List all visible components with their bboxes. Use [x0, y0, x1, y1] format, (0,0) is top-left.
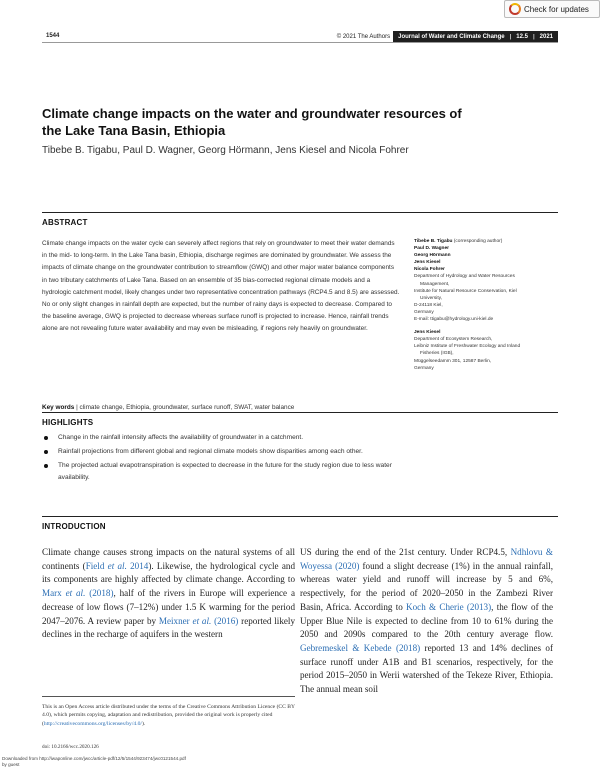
affiliation-line [414, 316, 564, 323]
affiliation-line [414, 358, 564, 365]
affiliation-text: Leibniz Institute of Freshwater Ecology and Inland [414, 344, 521, 350]
body-text: reported likely declines in the recharge of aquifers in the western [42, 615, 295, 640]
license-text: This is an Open Access article distributed under the terms of the Creative Commons Attribution Licence (CC BY 4.0), which permits copying, adaptation and redistribution, provided the original work is properly cited ( [42, 704, 295, 727]
affiliation-line [414, 281, 564, 288]
check-for-updates-label: Check for updates [524, 4, 589, 14]
affiliation-text: Müggelseedamm 301, 12587 Berlin, [414, 358, 492, 364]
affiliation-text: Tibebe B. Tigabu [414, 239, 453, 244]
article-title: Climate change impacts on the water and groundwater resources of the Lake Tana Basin, Ethiopia [42, 106, 462, 138]
abstract-heading: ABSTRACT [42, 212, 558, 227]
download-guest: by guest [2, 762, 20, 767]
keywords-list: climate change, Ethiopia, groundwater, surface runoff, SWAT, water balance [79, 404, 295, 411]
body-text: reported 13 and 14% declines of surface runoff under A1B and B1 scenarios, respectively, for the period 2015–2050 in Werii watershed of the Tekeze River, Ethiopia. The annual mean soil [300, 642, 553, 695]
affiliation-author [414, 252, 564, 259]
affiliation-text: Nicola Fohrer [414, 267, 445, 273]
affiliation-line [414, 350, 564, 357]
affiliation-note: (corresponding author) [452, 239, 503, 244]
affiliation-text: E-mail: ttigabu@hydrology.uni-kiel.de [414, 317, 494, 323]
affiliation-text: Germany [414, 365, 434, 371]
download-url: Downloaded from http://iwaponline.com/jwcc/article-pdf/12/5/1544/923474/jwc0121544.pdf [2, 756, 186, 761]
citation-link[interactable]: Gebremeskel & Kebede (2018) [300, 642, 421, 653]
affiliation-text: D-24118 Kiel, [414, 302, 443, 308]
introduction-column-right [300, 546, 553, 697]
affiliation-text: Fisheries (IGB), [420, 351, 454, 357]
download-notice [2, 756, 186, 768]
abstract-text: Climate change impacts on the water cycle can severely affect regions that rely on groundwater to meet their water demands in the mid- to long-term. In the Lake Tana basin, Ethiopia, discharge regimes are dominated by groundwater. We assess the impacts of climate change on the groundwater contribution to streamflow (GWQ) and other major water balance components in two tributary catchments of Lake Tana. Based on an ensemble of 35 bias-corrected regional climate models and a hydrologic catchment model, likely changes under two representative concentration pathways (RCP4.5 and 8.5) are assessed. No or only slight changes in rainfall depth are expected, but the number of rainy days is expected to decrease. Compared to the baseline average, GWQ is projected to decrease whereas surface runoff is projected to increase. Hence, rainfall trends alone are not revealing future water availability and may even be misleading, if regions rely heavily on groundwater. [42, 240, 400, 333]
running-head [42, 31, 558, 43]
affiliation-line [414, 343, 564, 350]
affiliation-text: Management, [420, 281, 450, 287]
body-text: , the flow of the Upper Blue Nile is expected to decline from 10 to 61% during the 2050 and 2090s compared to the 20th century average flow. [300, 601, 553, 640]
body-text: found a slight decrease (1%) in the annual rainfall, whereas water yield and runoff will increase by 5 and 6%, respectively, for the period of 2020–2050 in the Zambezi River Basin, Africa. According to [300, 560, 553, 612]
volume-issue: 12.5 [516, 34, 528, 40]
author-list: Tibebe B. Tigabu, Paul D. Wagner, Georg Hörmann, Jens Kiesel and Nicola Fohrer [42, 145, 409, 156]
affiliation-author [414, 266, 564, 273]
body-text: Climate change causes strong impacts on the natural systems of all continents ( [42, 547, 295, 571]
citation-link[interactable]: et al. [192, 615, 212, 626]
citation-link[interactable]: Field [85, 560, 108, 571]
affiliation-line [414, 365, 564, 372]
affiliation-text: Jens Kiesel [414, 330, 441, 336]
citation-link[interactable]: et al. [65, 588, 86, 599]
journal-year: 2021 [539, 34, 553, 40]
license-footnote [42, 696, 295, 728]
affiliation-line [414, 309, 564, 316]
separator: | [532, 34, 535, 40]
check-for-updates-button[interactable] [504, 0, 600, 18]
body-text: ). Likewise, the hydrological cycle and its components are highly affected by climate change. According to [42, 560, 295, 585]
affiliation-text: Institute for Natural Resource Conservation, Kiel [414, 288, 517, 294]
doi[interactable]: doi: 10.2166/wcc.2020.126 [42, 744, 99, 750]
body-text: US during the end of the 21st century. Under RCP4.5, [300, 547, 511, 557]
body-text: , half of the rivers in Europe will experience a decrease of low flows (7–12%) under 1.5 K warming for the period 2047–2076. A review paper by [42, 588, 295, 626]
copyright-notice: © 2021 The Authors [336, 34, 391, 40]
affiliation-line [414, 288, 564, 295]
highlight-item: The projected actual evapotranspiration is expected to decrease in the future for the study region due to less water availability. [42, 460, 402, 484]
affiliation-author [414, 329, 564, 336]
keywords [42, 404, 400, 411]
affiliation-text: Jens Kiesel [414, 260, 441, 266]
affiliations-panel [414, 238, 564, 372]
affiliation-text: University, [420, 295, 443, 301]
citation-link[interactable]: (2018) [85, 588, 114, 599]
affiliation-text: Department of Hydrology and Water Resources [414, 274, 515, 280]
separator: | [509, 34, 512, 40]
keywords-separator: | [76, 404, 80, 411]
citation-link[interactable]: Koch & Cherie (2013) [406, 601, 492, 612]
highlights-heading: HIGHLIGHTS [42, 412, 558, 427]
citation-link[interactable]: Meixner [158, 615, 193, 626]
license-text-end: ). [141, 720, 146, 727]
affiliation-line [414, 273, 564, 280]
header-rule [42, 42, 558, 43]
citation-link[interactable]: et al. [107, 560, 127, 571]
citation-link[interactable]: Ndhlovu & Woyessa (2020) [300, 547, 553, 571]
citation-link[interactable]: (2016) [211, 615, 239, 626]
introduction-column-left [42, 546, 295, 642]
affiliation-line [414, 302, 564, 309]
affiliation-author [414, 245, 564, 252]
introduction-heading: INTRODUCTION [42, 516, 558, 531]
highlight-item: Change in the rainfall intensity affects the availability of groundwater in a catchment. [42, 432, 402, 444]
keywords-label: Key words [42, 404, 75, 411]
highlight-item: Rainfall projections from different global and regional climate models show disparities among each other. [42, 446, 402, 458]
highlights-list [42, 432, 558, 486]
affiliation-text: Georg Hörmann [414, 253, 451, 259]
page-number: 1544 [46, 33, 60, 39]
license-link[interactable]: http://creativecommons.org/licenses/by/4.0/ [43, 720, 142, 727]
affiliation-text: Paul D. Wagner [414, 246, 450, 252]
affiliation-author [414, 238, 564, 245]
crossmark-icon [509, 3, 521, 15]
affiliation-text: Germany [414, 309, 434, 315]
affiliation-text: Department of Ecosystem Research, [414, 337, 493, 343]
affiliation-line [414, 336, 564, 343]
affiliation-author [414, 259, 564, 266]
affiliation-line [414, 295, 564, 302]
journal-name: Journal of Water and Climate Change [398, 34, 505, 40]
citation-link[interactable]: Marx [42, 588, 66, 599]
citation-link[interactable]: 2014 [126, 560, 149, 571]
